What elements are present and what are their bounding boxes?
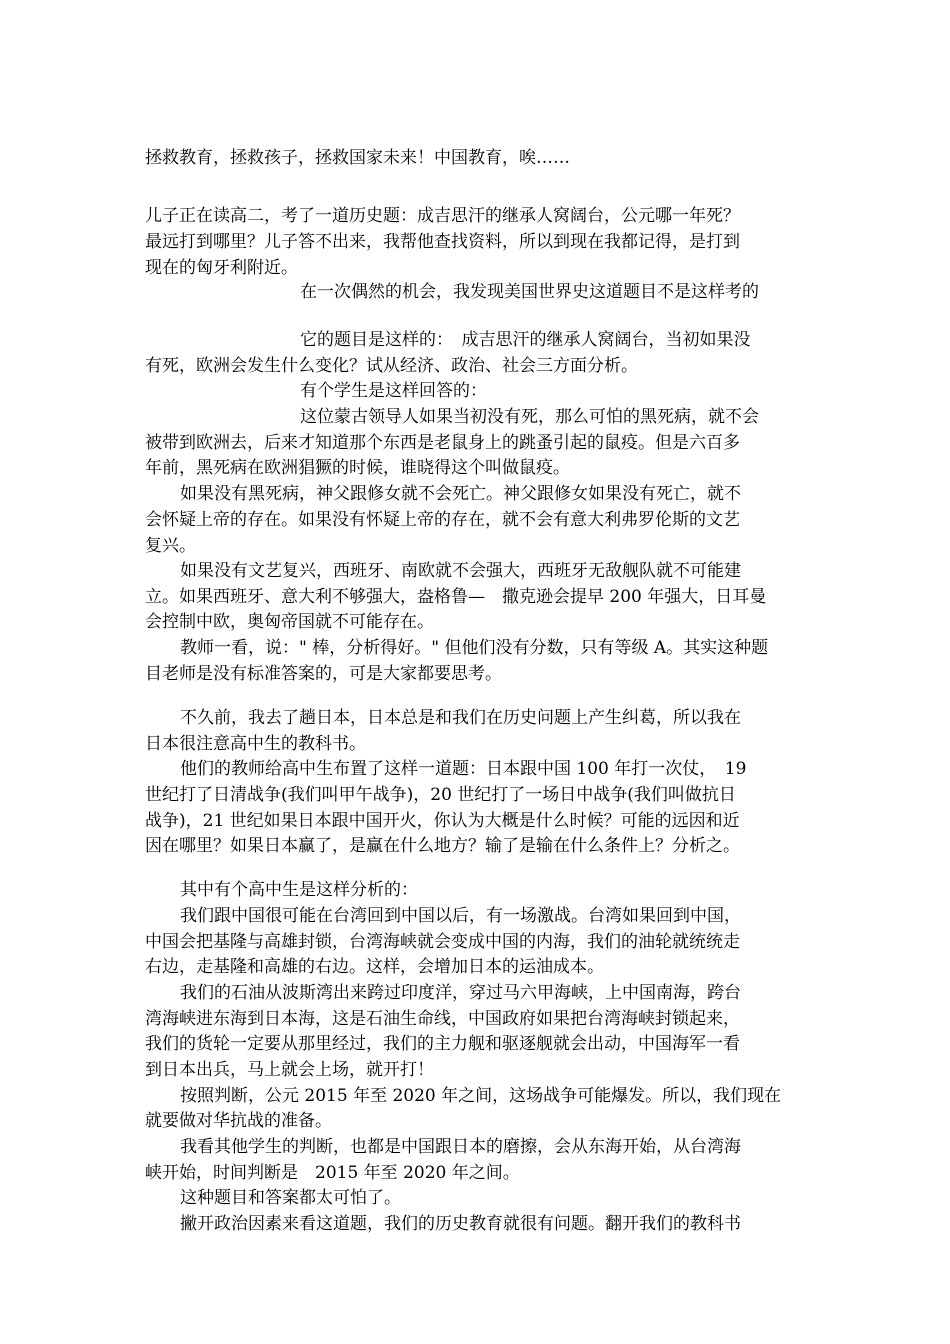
text-line: 不久前，我去了趟日本，日本总是和我们在历史问题上产生纠葛，所以我在: [180, 708, 741, 728]
text-line: 如果没有文艺复兴，西班牙、南欧就不会强大，西班牙无敌舰队就不可能建: [180, 561, 741, 581]
text-line: 教师一看，说：" 棒，分析得好。" 但他们没有分数，只有等级 A。其实这种题: [180, 638, 769, 658]
text-line: 儿子正在读高二，考了一道历史题：成吉思汗的继承人窝阔台，公元哪一年死？: [145, 206, 740, 226]
text-line: 在一次偶然的机会，我发现美国世界史这道题目不是这样考的: [300, 282, 759, 302]
text-line: 撇开政治因素来看这道题，我们的历史教育就很有问题。翻开我们的教科书: [180, 1214, 741, 1234]
text-line: 它的题目是这样的： 成吉思汗的继承人窝阔台，当初如果没: [300, 330, 751, 350]
text-line: 我们跟中国很可能在台湾回到中国以后，有一场激战。台湾如果回到中国，: [180, 906, 741, 926]
text-line: 有个学生是这样回答的：: [300, 381, 487, 401]
text-line: 因在哪里？如果日本赢了，是赢在什么地方？输了是输在什么条件上？分析之。: [145, 836, 740, 856]
text-line: 立。如果西班牙、意大利不够强大，盎格鲁— 撒克逊会提早 200 年强大，日耳曼: [145, 587, 767, 607]
text-line: 日本很注意高中生的教科书。: [145, 734, 366, 754]
text-line: 我们的石油从波斯湾出来跨过印度洋，穿过马六甲海峡，上中国南海，跨台: [180, 983, 741, 1003]
text-line: 这种题目和答案都太可怕了。: [180, 1188, 401, 1208]
text-line: 右边，走基隆和高雄的右边。这样，会增加日本的运油成本。: [145, 957, 604, 977]
text-line: 我们的货轮一定要从那里经过，我们的主力舰和驱逐舰就会出动，中国海军一看: [145, 1034, 740, 1054]
text-line: 现在的匈牙利附近。: [145, 258, 298, 278]
text-line: 有死，欧洲会发生什么变化？试从经济、政治、社会三方面分析。: [145, 356, 638, 376]
text-line: 如果没有黑死病，神父跟修女就不会死亡。神父跟修女如果没有死亡，就不: [180, 484, 741, 504]
document-heading: 拯救教育，拯救孩子，拯救国家未来！中国教育，唉……: [145, 148, 570, 168]
text-line: 复兴。: [145, 536, 196, 556]
text-line: 湾海峡进东海到日本海，这是石油生命线，中国政府如果把台湾海峡封锁起来，: [145, 1009, 740, 1029]
text-line: 被带到欧洲去，后来才知道那个东西是老鼠身上的跳蚤引起的鼠疫。但是六百多: [145, 433, 740, 453]
text-line: 到日本出兵，马上就会上场，就开打！: [145, 1060, 434, 1080]
text-line: 这位蒙古领导人如果当初没有死，那么可怕的黑死病，就不会: [300, 407, 759, 427]
text-line: 他们的教师给高中生布置了这样一道题：日本跟中国 100 年打一次仗， 19: [180, 759, 747, 779]
text-line: 按照判断，公元 2015 年至 2020 年之间，这场战争可能爆发。所以，我们现在: [180, 1086, 782, 1106]
text-line: 其中有个高中生是这样分析的：: [180, 880, 418, 900]
text-line: 最远打到哪里？儿子答不出来，我帮他查找资料，所以到现在我都记得，是打到: [145, 232, 740, 252]
text-line: 世纪打了日清战争(我们叫甲午战争)，20 世纪打了一场日中战争(我们叫做抗日: [145, 785, 736, 805]
text-line: 就要做对华抗战的准备。: [145, 1111, 332, 1131]
text-line: 年前，黑死病在欧洲猖獗的时候，谁晓得这个叫做鼠疫。: [145, 458, 570, 478]
text-line: 会控制中欧，奥匈帝国就不可能存在。: [145, 612, 434, 632]
text-line: 战争)，21 世纪如果日本跟中国开火，你认为大概是什么时候？可能的远因和近: [145, 811, 740, 831]
text-line: 会怀疑上帝的存在。如果没有怀疑上帝的存在，就不会有意大利弗罗伦斯的文艺: [145, 510, 740, 530]
text-line: 我看其他学生的判断，也都是中国跟日本的磨擦，会从东海开始，从台湾海: [180, 1137, 741, 1157]
text-line: 峡开始，时间判断是 2015 年至 2020 年之间。: [145, 1163, 520, 1183]
text-line: 目老师是没有标准答案的，可是大家都要思考。: [145, 664, 502, 684]
text-line: 中国会把基隆与高雄封锁，台湾海峡就会变成中国的内海，我们的油轮就统统走: [145, 932, 740, 952]
